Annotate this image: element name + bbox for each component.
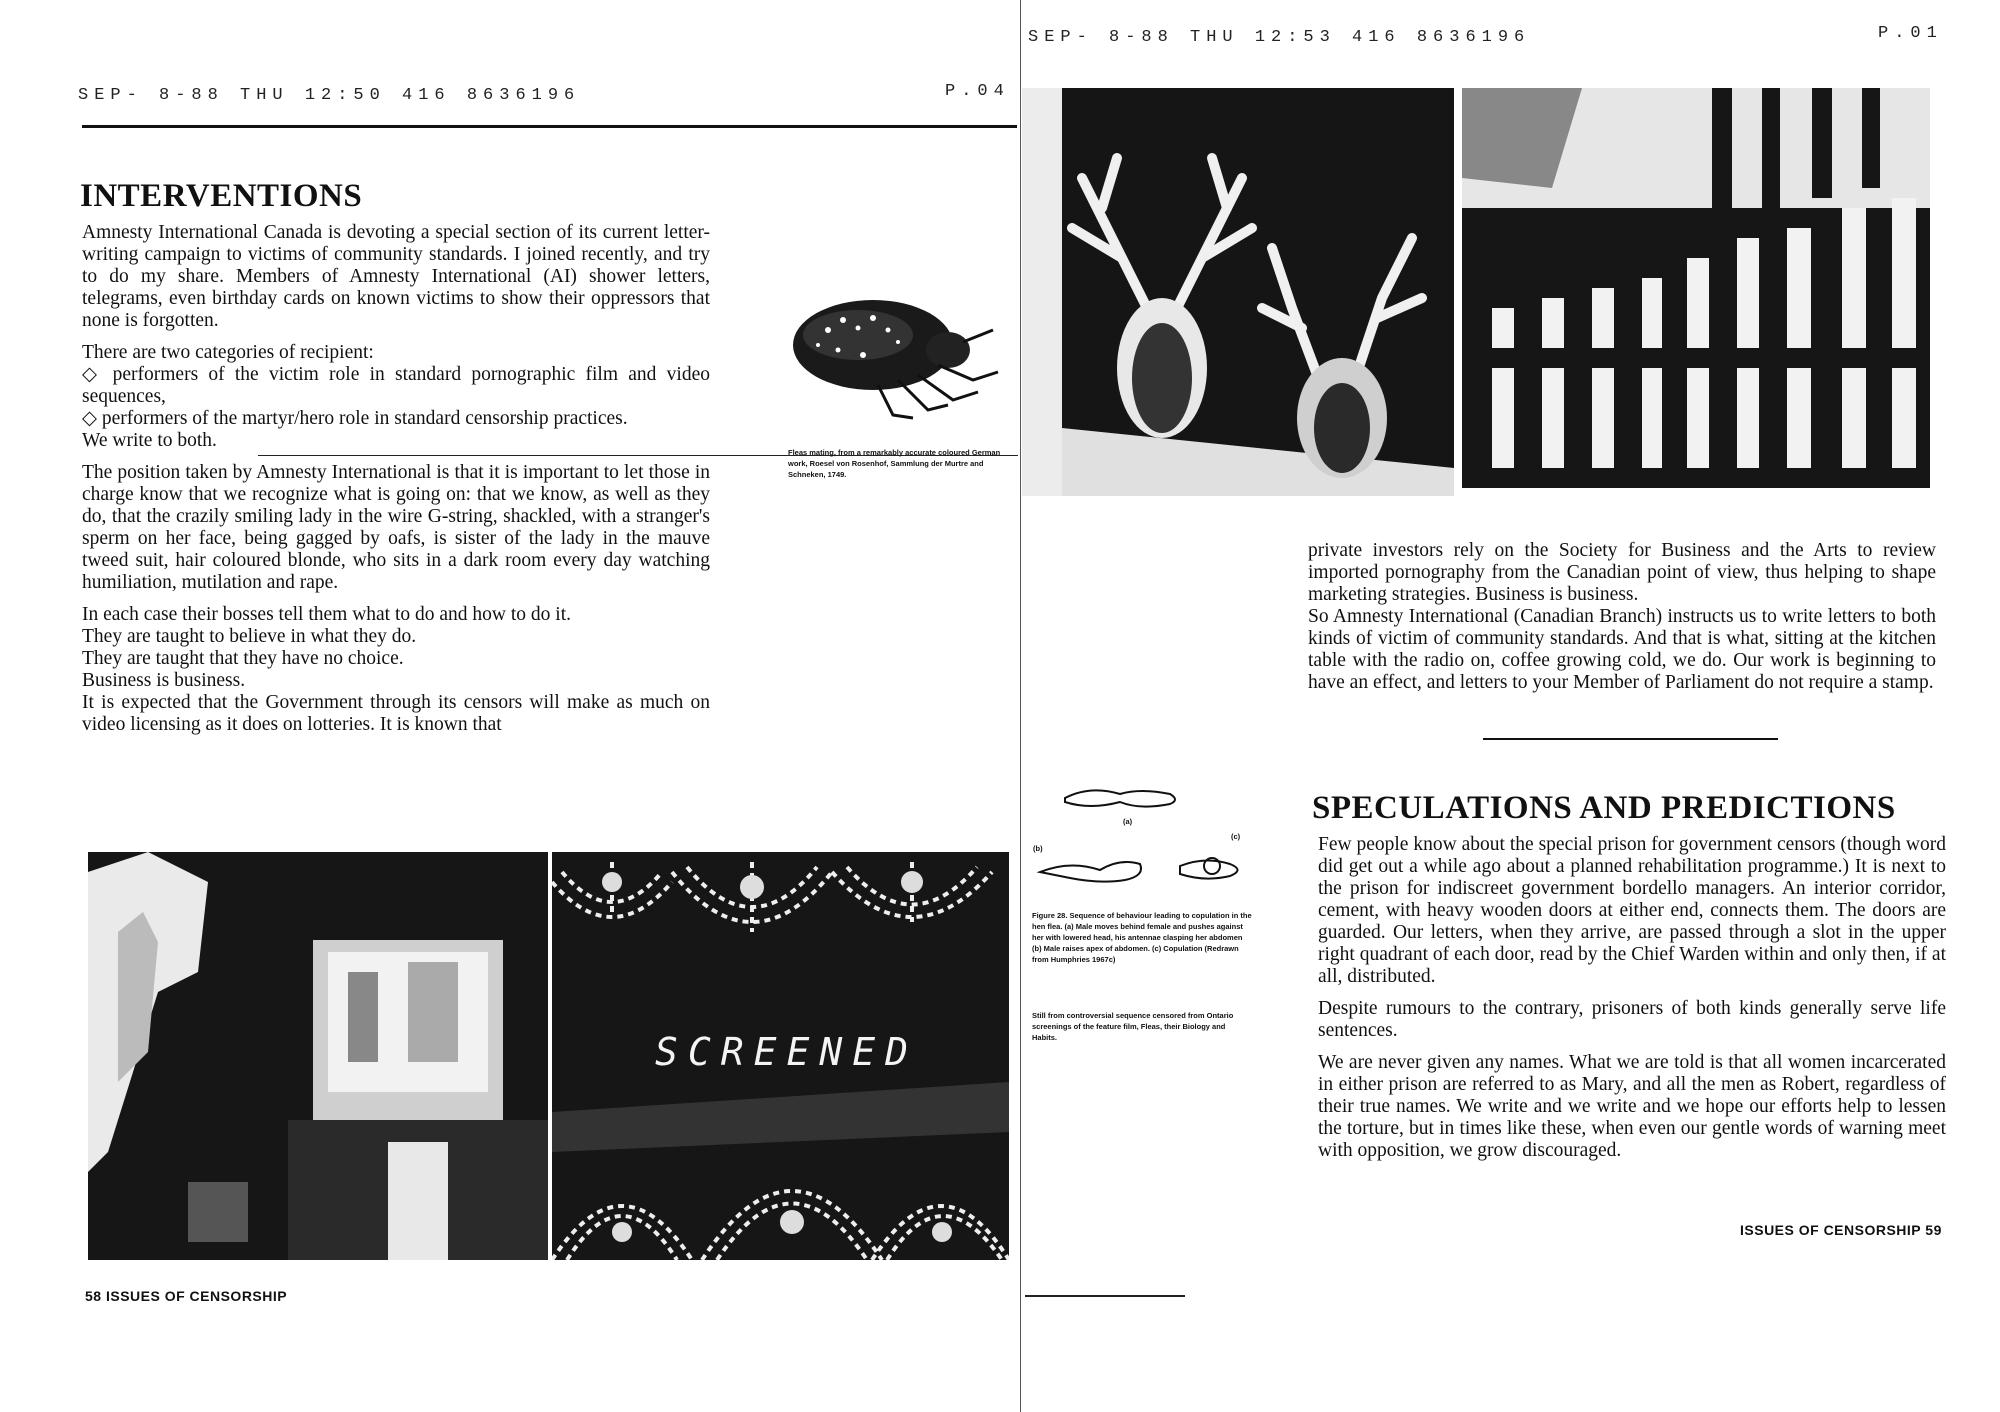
flea-sequence-figure (1030, 780, 1260, 890)
paragraph: So Amnesty International (Canadian Branch) instructs us to write letters to both kinds of victim of community standards. And that is what, sitting at the kitchen table with the radio on, coffee growing cold, we do. Our work is beginning to have an effect, and letters to your Member of Parliament do not require a stamp. (1308, 606, 1936, 693)
figure-caption: Figure 28. Sequence of behaviour leading to copulation in the hen flea. (a) Male moves behind female and pushes against her with lowered head, his antennae clasping her abdomen (b) Male raises apex of abdomen. (c) Copulation (Redrawn from Humphries 1967c) (1032, 911, 1252, 964)
paragraph: We write to both. (82, 430, 217, 451)
right-column-top-text (1308, 540, 1936, 694)
tv-room-photo (88, 852, 548, 1260)
left-column-text (82, 222, 710, 736)
paragraph: private investors rely on the Society for Business and the Arts to review imported pornography from the Canadian point of view, thus helping to shape marketing strategies. Business is business. (1308, 540, 1936, 605)
footer-left: 58 ISSUES OF CENSORSHIP (85, 1288, 288, 1304)
page-fold (1020, 0, 1021, 1412)
heading-interventions: INTERVENTIONS (80, 178, 363, 214)
figure-label-a: (a) (1123, 817, 1133, 826)
paragraph: They are taught that they have no choice. (82, 648, 404, 669)
paragraph: We are never given any names. What we are told is that all women incarcerated in either prison are referred to as Mary, and all the men as Robert, regardless of their true names. We write and we write and we hope our efforts help to lessen the torture, but in times like these, when even our gentle words of warning meet with opposition, we grow discouraged. (1318, 1052, 1946, 1161)
fax-header-left: SEP- 8-88 THU 12:50 416 8636196 (78, 86, 581, 105)
figure-label-c: (c) (1231, 832, 1241, 841)
paragraph: Business is business. (82, 670, 246, 691)
paragraph: It is expected that the Government through its censors will make as much on video licensing as it does on lotteries. It is known that (82, 692, 710, 735)
heading-speculations: SPECULATIONS AND PREDICTIONS (1312, 790, 1896, 826)
fax-page-right: P.01 (1878, 24, 1943, 43)
paragraph: The position taken by Amnesty International is that it is important to let those in charge know that we recognize what is going on: that we know, as well as they do, that the crazily smiling lady in the wire G-string, shackled, with a stranger's sperm on her face, being gagged by oafs, is sister of the lady in the mauve tweed suit, hair coloured blonde, who sits in a dark room every day watching humiliation, mutilation and rape. (82, 462, 710, 593)
list-item: ◇ performers of the martyr/hero role in standard censorship practices. (82, 408, 628, 429)
flea-illustration (778, 280, 1008, 430)
paragraph: They are taught to believe in what they do. (82, 626, 417, 647)
fax-header-right: SEP- 8-88 THU 12:53 416 8636196 (1028, 28, 1531, 47)
paragraph: Despite rumours to the contrary, prisoners of both kinds generally serve life sentences. (1318, 998, 1946, 1041)
still-caption: Still from controversial sequence censored from Ontario screenings of the feature film, Fleas, their Biology and Habits. (1032, 1011, 1234, 1042)
deer-antler-photo (1022, 88, 1454, 496)
header-rule-left (82, 125, 1017, 128)
right-column-bottom-text (1318, 834, 1946, 1162)
footer-right: ISSUES OF CENSORSHIP 59 (1740, 1222, 1942, 1238)
fence-photo (1462, 88, 1930, 488)
paragraph: Few people know about the special prison for government censors (though word did get out a while ago about a planned rehabilitation programme.) It is next to the prison for indiscreet government bordello managers. An interior corridor, cement, with heavy wooden doors at either end, connects them. The doors are guarded. Our letters, when they arrive, are passed through a slot in the upper right quadrant of each door, read by the Chief Warden within and only then, if at all, distributed. (1318, 834, 1946, 987)
paragraph: There are two categories of recipient: (82, 342, 374, 363)
fax-page-left: P.04 (945, 82, 1010, 101)
flea-caption: Fleas mating, from a remarkably accurate coloured German work, Roesel von Rosenhof, Sammlung der Murtre and Schneken, 1749. (788, 448, 1001, 479)
list-item: ◇ performers of the victim role in standard pornographic film and video sequences, (82, 364, 710, 407)
scan-line (1025, 1295, 1185, 1297)
screened-text: SCREENED (655, 1030, 919, 1074)
paragraph: Amnesty International Canada is devoting a special section of its current letter-writing campaign to victims of community standards. I joined recently, and try to do my share. Members of Amnesty International (AI) shower letters, telegrams, even birthday cards on known victims to show their oppressors that none is forgotten. (82, 222, 710, 331)
section-rule-right (1483, 738, 1778, 740)
paragraph: In each case their bosses tell them what to do and how to do it. (82, 604, 572, 625)
figure-label-b: (b) (1033, 844, 1043, 853)
